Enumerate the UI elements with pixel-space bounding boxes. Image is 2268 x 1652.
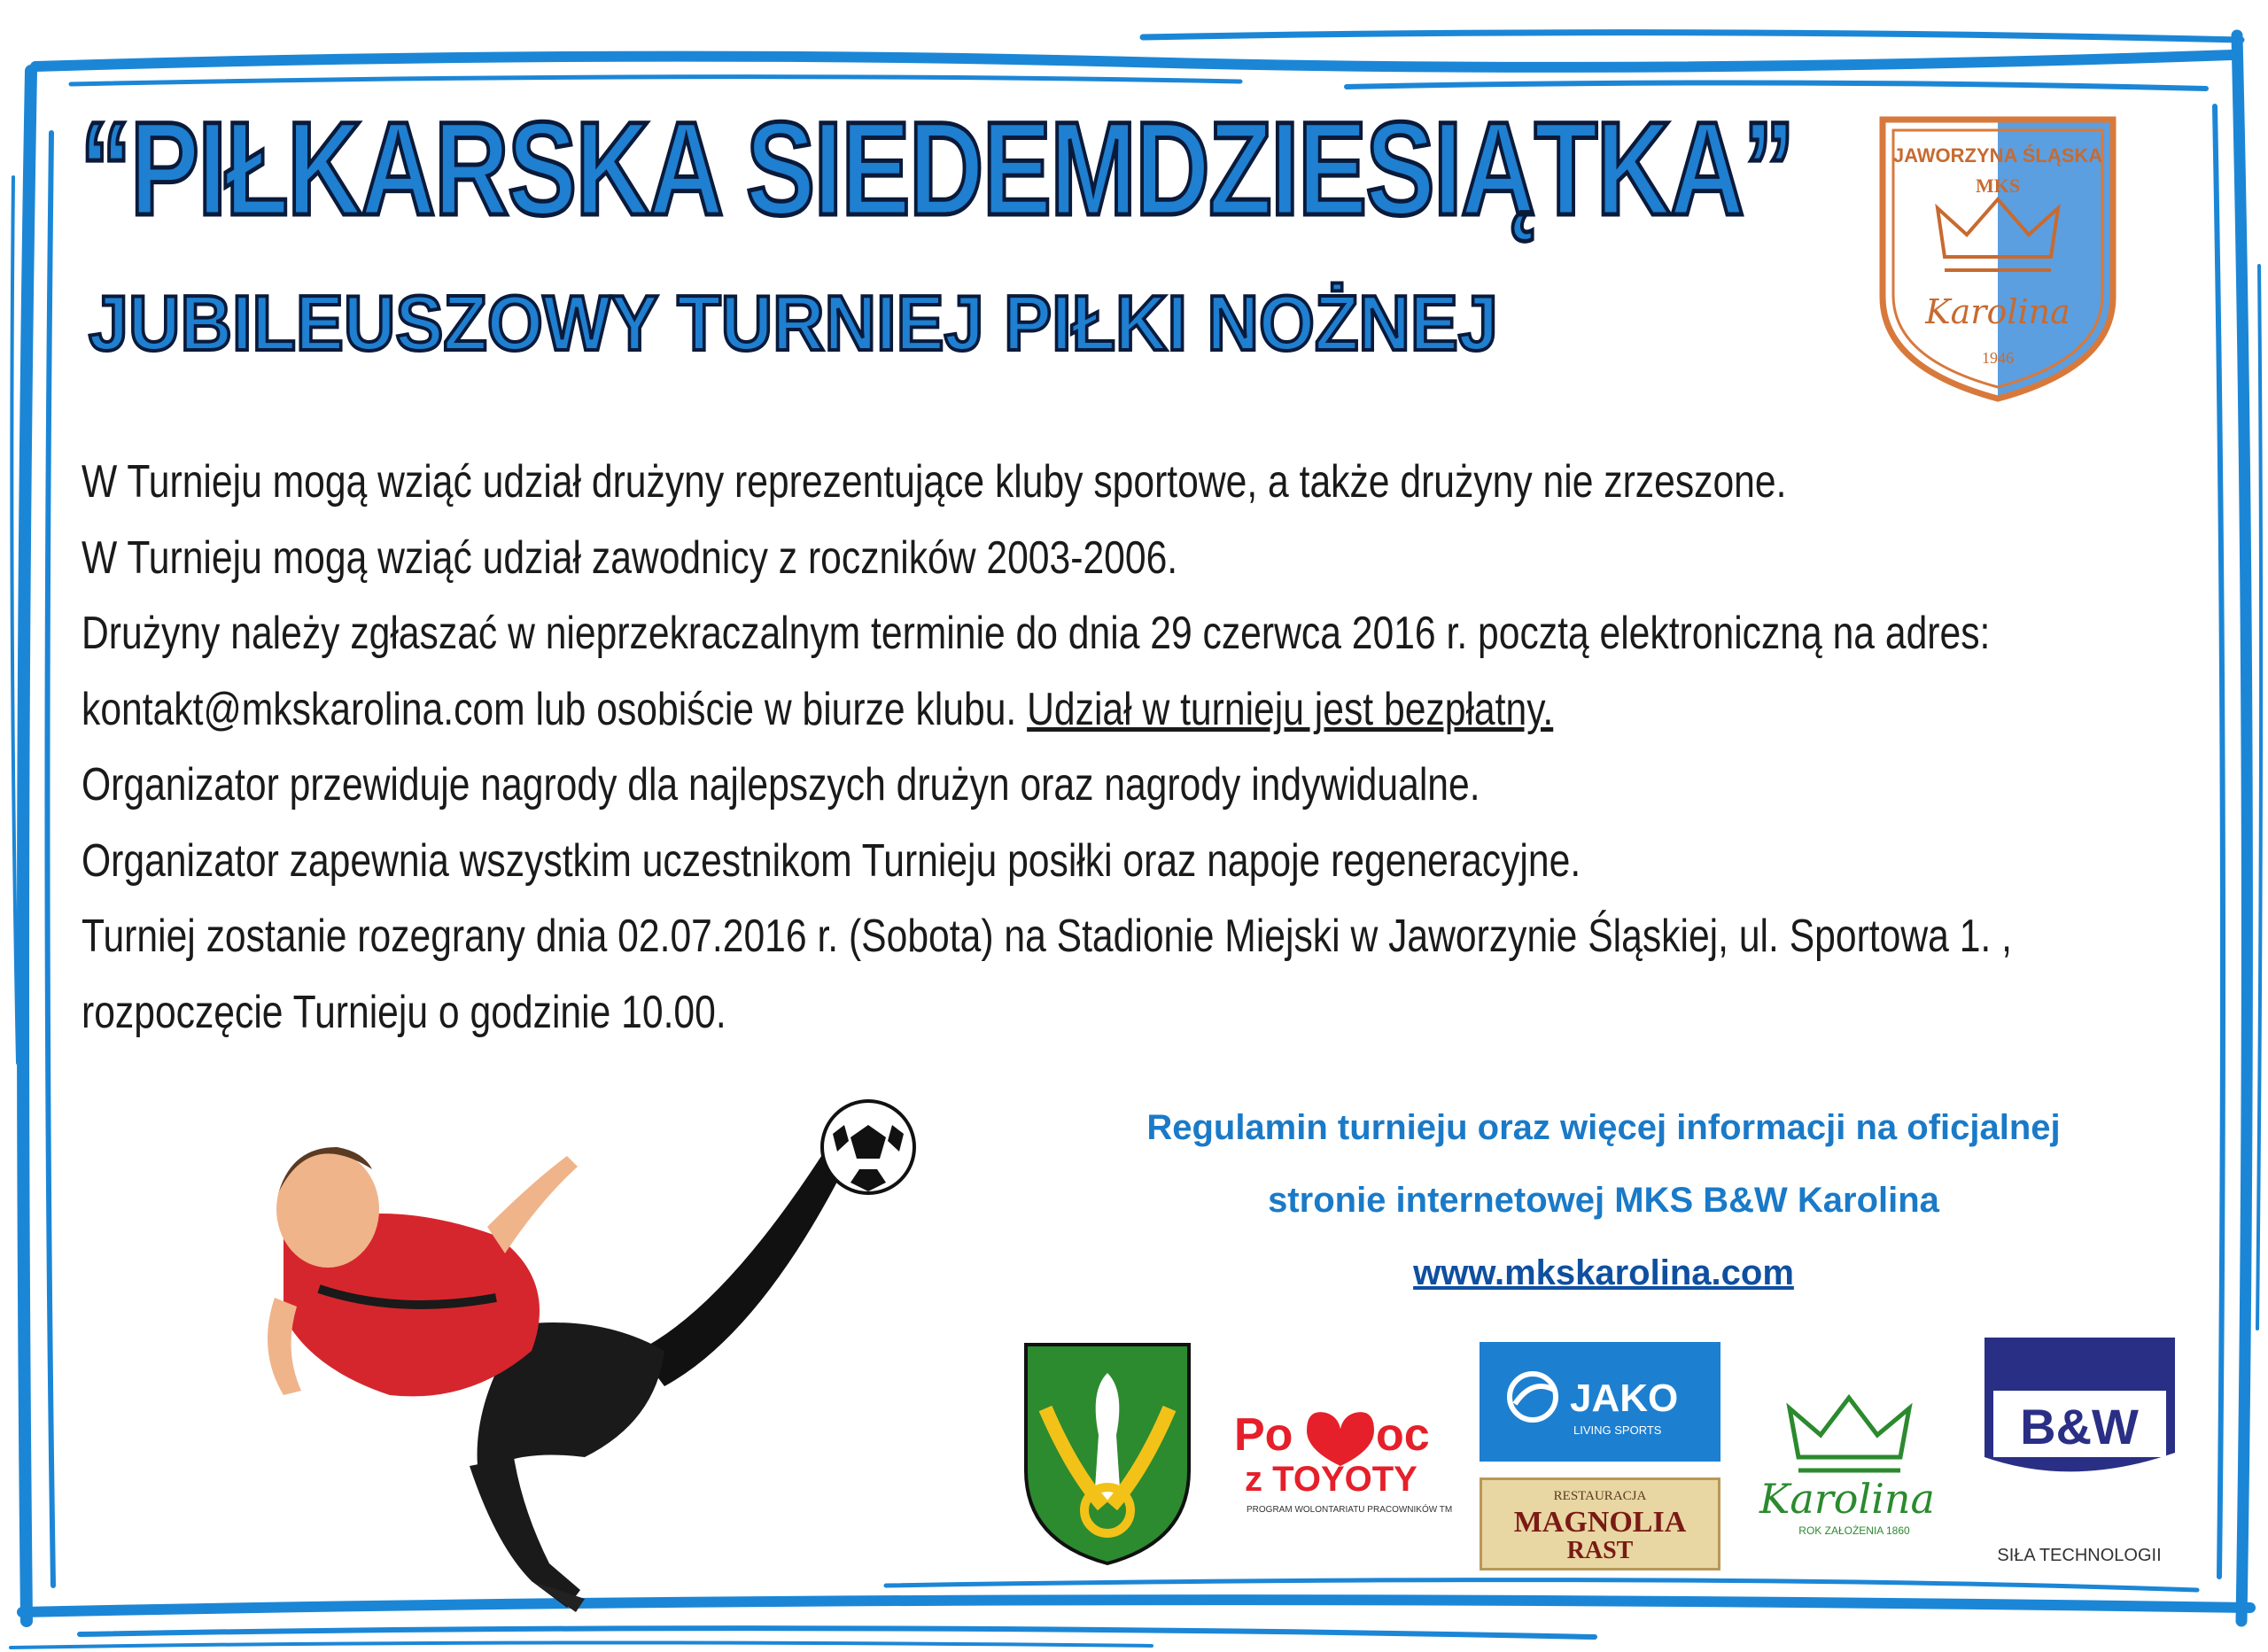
magnolia-sub: RAST xyxy=(1566,1537,1634,1564)
free-participation-note: Udział w turnieju jest bezpłatny. xyxy=(1027,683,1554,735)
rule-line-2: W Turnieju mogą wziąć udział zawodnicy z roczników 2003-2006. xyxy=(82,531,1178,584)
pomoc-z-toyoty-logo xyxy=(1227,1395,1453,1519)
pomoc-top-text: Po xyxy=(1234,1409,1293,1461)
coat-of-arms-icon xyxy=(1019,1338,1196,1568)
club-logo-mks: MKS xyxy=(1975,175,2021,197)
karolina-script: Karolina xyxy=(1759,1475,1935,1523)
karolina-tag: ROK ZAŁOŻENIA 1860 xyxy=(1798,1524,1910,1537)
bw-name: B&W xyxy=(2020,1399,2139,1454)
info-line-2: stronie internetowej MKS B&W Karolina xyxy=(1268,1181,1939,1220)
tournament-rules xyxy=(82,445,2012,1051)
rule-line-4-email: kontakt@mkskarolina.com lub osobiście w biurze klubu. xyxy=(82,683,1028,735)
pomoc-caption: PROGRAM WOLONTARIATU PRACOWNIKÓW TMMP xyxy=(1247,1505,1453,1515)
poster-title: “PIŁKARSKA SIEDEMDZIESIĄTKA” xyxy=(80,94,1794,243)
info-block xyxy=(957,1091,2250,1309)
jako-name: JAKO xyxy=(1570,1377,1679,1420)
club-logo-year: 1946 xyxy=(1982,349,2014,367)
football-player-illustration xyxy=(266,1085,850,1625)
crown-icon xyxy=(1790,1398,1909,1470)
bw-tag: SIŁA TECHNOLOGII xyxy=(1997,1546,2162,1565)
club-logo-top-text: JAWORZYNA ŚLĄSKA xyxy=(1892,144,2103,167)
rule-line-4 xyxy=(82,672,1825,748)
club-logo-script: Karolina xyxy=(1925,292,2070,331)
pomoc-top-text-2: oc xyxy=(1376,1409,1430,1461)
pomoc-bottom-text: z TOYOTY xyxy=(1245,1460,1418,1499)
magnolia-rast-logo xyxy=(1480,1477,1720,1571)
karolina-logo xyxy=(1759,1373,1940,1550)
club-logo-shield xyxy=(1874,111,2122,403)
rule-line-8: rozpoczęcie Turnieju o godzinie 10.00. xyxy=(82,986,726,1038)
rule-line-5: Organizator przewiduje nagrody dla najlepszych drużyn oraz nagrody indywidualne. xyxy=(82,759,1480,810)
poster-subtitle: JUBILEUSZOWY TURNIEJ PIŁKI NOŻNEJ xyxy=(89,279,1498,367)
website-link[interactable]: www.mkskarolina.com xyxy=(1413,1253,1794,1292)
magnolia-name: MAGNOLIA xyxy=(1513,1506,1687,1539)
magnolia-top: RESTAURACJA xyxy=(1553,1489,1647,1503)
bw-logo xyxy=(1984,1338,2175,1577)
rule-line-3: Drużyny należy zgłaszać w nieprzekraczalnym terminie do dnia 29 czerwca 2016 r. pocztą elektroniczną na adres: xyxy=(82,608,1991,659)
jako-logo xyxy=(1480,1342,1720,1462)
rule-line-6: Organizator zapewnia wszystkim uczestnikom Turnieju posiłki oraz napoje regeneracyjne. xyxy=(82,834,1581,887)
rule-line-1: W Turnieju mogą wziąć udział drużyny reprezentujące kluby sportowe, a także drużyny nie zrzeszone. xyxy=(82,456,1787,508)
info-line-1: Regulamin turnieju oraz więcej informacji na oficjalnej xyxy=(1146,1108,2061,1147)
rule-line-7: Turniej zostanie rozegrany dnia 02.07.2016 r. (Sobota) na Stadionie Miejski w Jaworzynie Śląskiej, ul. Sportowa 1. , xyxy=(82,911,2012,962)
soccer-ball-icon xyxy=(819,1098,917,1196)
jako-tag: LIVING SPORTS xyxy=(1573,1423,1662,1437)
